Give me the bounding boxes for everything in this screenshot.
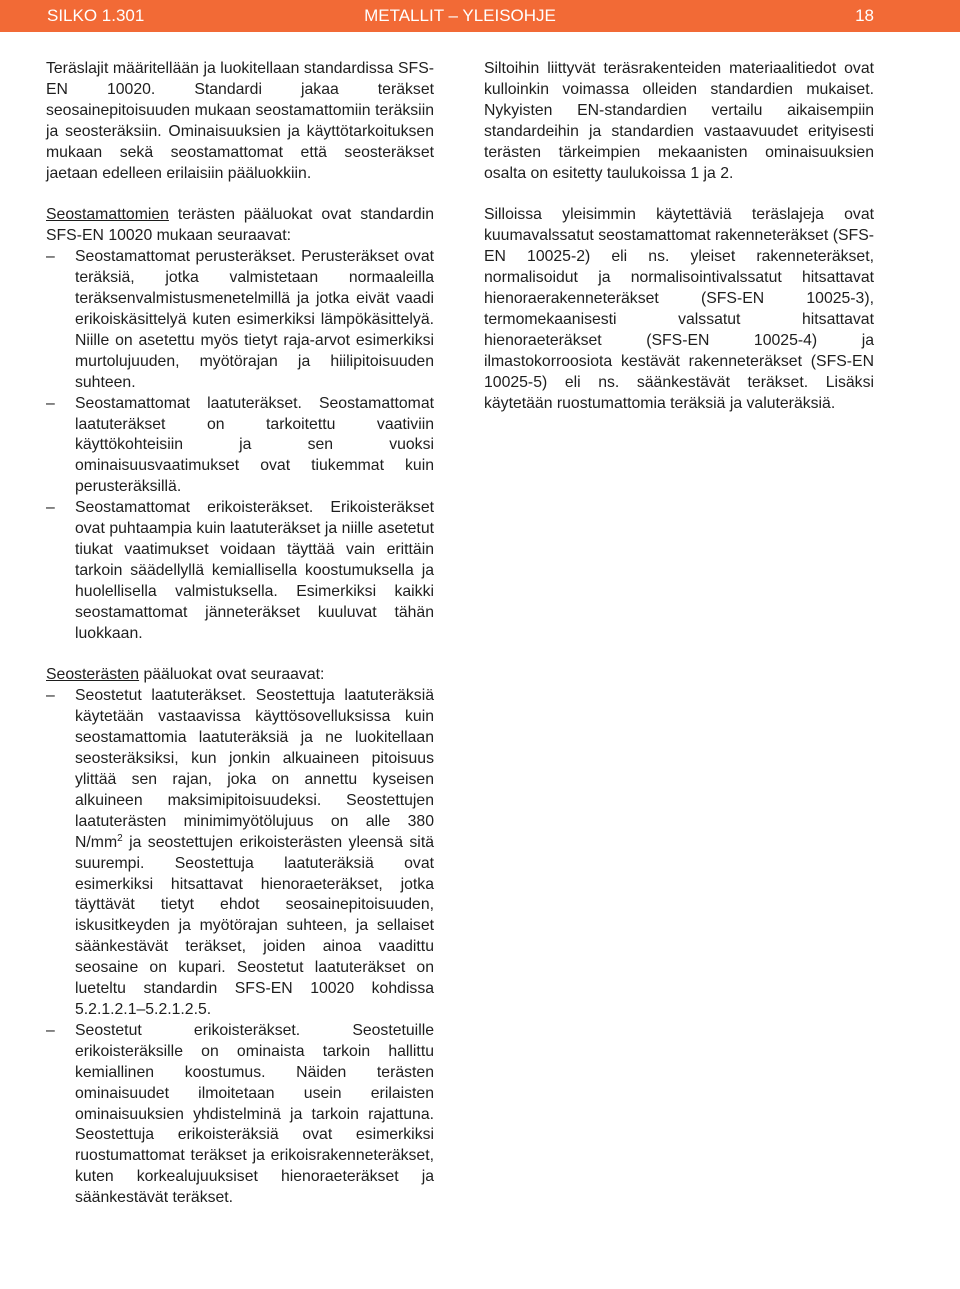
alloyed-heading-rest: pääluokat ovat seuraavat: [139,666,325,684]
alloyed-item1-text-b: ja seostettujen erikoisterästen yleensä sitä suurempi. Seostettuja laatuteräksiä ovat esimerkiksi hitsattavat hienoraeteräkset, jotka täyttävät tietyt ehdot seosainepitoisuuden, iskusitkeyden ja myötörajan suhteen, ja sellaiset säänkestävät teräkset, joiden ainoa vaadittu seosaine on kupari. Seostetut laatuteräkset on lueteltu standardin SFS-EN 10020 kohdissa 5.2.1.2.1–5.2.1.2.5. [75,833,434,1018]
list-item: – Seostetut erikoisteräkset. Seostetuille erikoisteräksille on ominaista tarkoin hallittu kemiallinen koostumus. Näiden terästen ominaisuudet ilmoitetaan usein erilaisten ominaisuuksien yhdistelminä ja tarkoin rajattuna. Seostettuja erikoisteräksiä ovat esimerkiksi ruostumattomat teräkset ja erikoisrakenneteräkset, kuten korkealujuuksiset hienoraeteräkset ja säänkestävät teräkset. [46,1021,434,1209]
unalloyed-heading [46,205,434,247]
intro-paragraph: Teräslajit määritellään ja luokitellaan standardissa SFS-EN 10020. Standardi jakaa teräkset seosainepitoisuuden mukaan seostamattomiin teräksiin ja seosteräksiin. Ominaisuuksien ja käyttötarkoituksen mukaan sekä seostamattomat että seosteräkset jaetaan edelleen erilaisiin pääluokkiin. [46,60,434,182]
superscript-two: 2 [117,832,123,844]
list-item: – Seostamattomat perusteräkset. Perusteräkset ovat teräksiä, jotka valmistetaan normaaleilla teräksenvalmistusmenetelmillä ja jotka eivät vaadi erikoiskäsittelyä kuten esimerkiksi lämpökäsittelyä. Niille on asetettu myös tietyt raja-arvot esimerkiksi murtolujuuden, myötörajan ja hiilipitoisuuden suhteen. [46,247,434,393]
alloyed-item1-text-a: Seostetut laatuteräkset. Seostettuja laatuteräksiä käytetään vastaavissa käyttösovelluksissa kuin seostamattomia laatuteräksiä ja ne luokitellaan seosteräksiksi, kun jonkin alkuaineen pitoisuus ylittää sen rajan, joka on annettu kyseisen alkuineen maksimipitoisuudeksi. Seostettujen laatuterästen minimimyötölujuus on alle 380 N/mm [75,687,434,851]
alloyed-list [46,686,434,1209]
list-item [46,686,434,1021]
header-page-number: 18 [855,6,874,25]
header-document-code: SILKO 1.301 [47,6,145,25]
list-item: – Seostamattomat erikoisteräkset. Erikoisteräkset ovat puhtaampia kuin laatuteräkset ja niille asetetut tiukat vaatimukset voidaan täyttää vain erittäin tarkoin säädellyllä kemiallisella koostumuksella ja huolellisella valmistuksella. Esimerkiksi kaikki seostamattomat jänneteräkset kuuluvat tähän luokkaan. [46,498,434,644]
common-steels-paragraph: Silloissa yleisimmin käytettäviä teräslajeja ovat kuumavalssatut seostamattomat rakenneteräkset (SFS-EN 10025-2) eli ns. yleiset rakenneteräkset, normalisoidut ja normalisointivalssatut hitsattavat hienoraerakenneteräkset (SFS-EN 10025-3), termomekaanisesti valssatut hitsattavat hienoraeteräkset (SFS-EN 10025-4) ja ilmastokorroosiota kestävät rakenneteräkset (SFS-EN 10025-5) eli ns. säänkestävät teräkset. Lisäksi käytetään ruostumattomia teräksiä ja valuteräksiä. [484,206,874,412]
header-document-title: METALLIT – YLEISOHJE [364,6,556,25]
list-item: – Seostamattomat laatuteräkset. Seostamattomat laatuteräkset on tarkoitettu vaativiin käyttökohteisiin ja sen vuoksi ominaisuusvaatimukset ovat tiukemmat kuin perusteräksillä. [46,394,434,499]
unalloyed-heading-underlined: Seostamattomien [46,206,169,224]
page-header [0,0,960,32]
bridge-materials-paragraph: Siltoihin liittyvät teräsrakenteiden materiaalitiedot ovat kulloinkin voimassa olleiden standardien mukaiset. Nykyisten EN-standardien vertailu aikaisempiin standardeihin ja standardien vastaavuudet erityisesti terästen tärkeimpien mekaanisten ominaisuuksien osalta on esitetty taulukoissa 1 ja 2. [484,60,874,182]
unalloyed-list [46,247,434,644]
left-column [46,59,434,1230]
unalloyed-heading-rest: terästen pääluokat ovat standardin SFS-EN 10020 mukaan seuraavat: [46,206,434,245]
alloyed-heading-underlined: Seosterästen [46,666,140,684]
alloyed-heading [46,665,434,686]
right-column [484,59,874,436]
